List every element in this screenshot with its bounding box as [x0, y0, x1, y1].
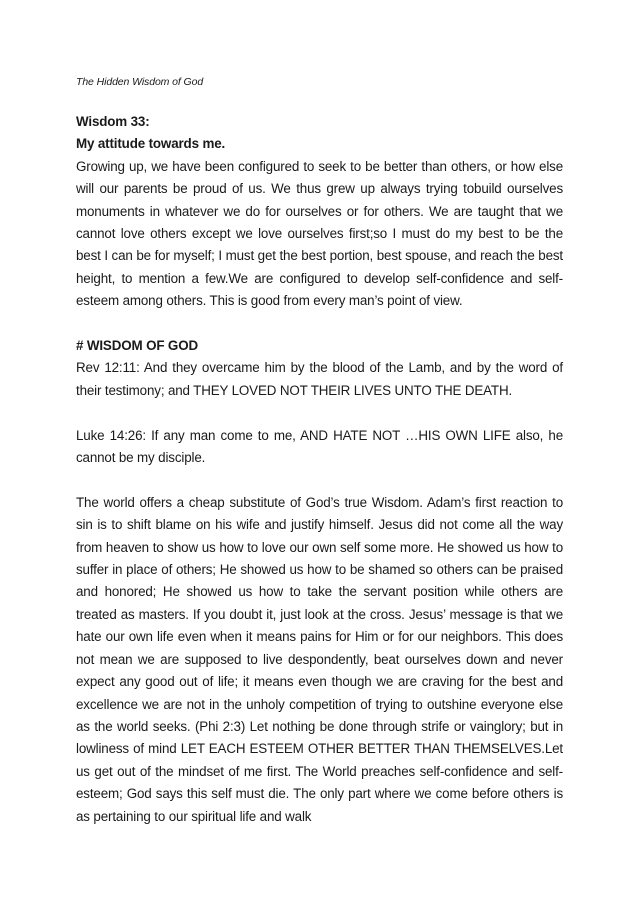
scripture-verse-luke: Luke 14:26: If any man come to me, AND HATE NOT …HIS OWN LIFE also, he cannot be my disciple. [76, 427, 563, 466]
wisdom-heading: # WISDOM OF GOD [76, 338, 198, 354]
section-subtitle: My attitude towards me. [76, 136, 226, 152]
paragraph-gap [76, 402, 563, 424]
paragraph-gap [76, 313, 563, 335]
document-body [76, 111, 563, 828]
running-header: The Hidden Wisdom of God [76, 76, 204, 88]
scripture-verse-rev: Rev 12:11: And they overcame him by the blood of the Lamb, and by the word of their testimony; and THEY LOVED NOT THEIR LIVES UNTO THE DEATH. [76, 360, 563, 398]
paragraph-gap [76, 469, 563, 491]
body-paragraph: The world offers a cheap substitute of God’s true Wisdom. Adam’s first reaction to sin is to shift blame on his wife and justify himself. Jesus did not come all the way from heaven to show us how to love our own self some more. He showed us how to suffer in place of others; He showed us how to be shamed so others can be praised and honored; He showed us how to take the servant position while others are treated as masters. If you doubt it, just look at the cross. Jesus’ message is that we hate our own life even when it means pains for Him or for our neighbors. This does not mean we are supposed to live despondently, beat ourselves down and never expect any good out of life; it means even though we are craving for the best and excellence we are not in the unholy competition of trying to outshine everyone else as the world seeks. (Phi 2:3) Let nothing be done through strife or vainglory; but in lowliness of mind LET EACH ESTEEM OTHER BETTER THAN THEMSELVES.Let us get out of the mindset of me first. The World preaches self-confidence and self-esteem; God says this self must die. The only part where we come before others is as pertaining to our spiritual life and walk [76, 494, 563, 824]
section-number: Wisdom 33: [76, 114, 150, 129]
intro-paragraph: Growing up, we have been configured to seek to be better than others, or how else will our parents be proud of us. We thus grew up always trying tobuild ourselves monuments in whatever we do for ourselves or for others. We are taught that we cannot love others except we love ourselves first;so I must do my best to be the best I can be for myself; I must get the best portion, best spouse, and reach the best height, to mention a few.We are configured to develop self-confidence and self-esteem among others. This is good from every man’s point of view. [76, 158, 563, 309]
